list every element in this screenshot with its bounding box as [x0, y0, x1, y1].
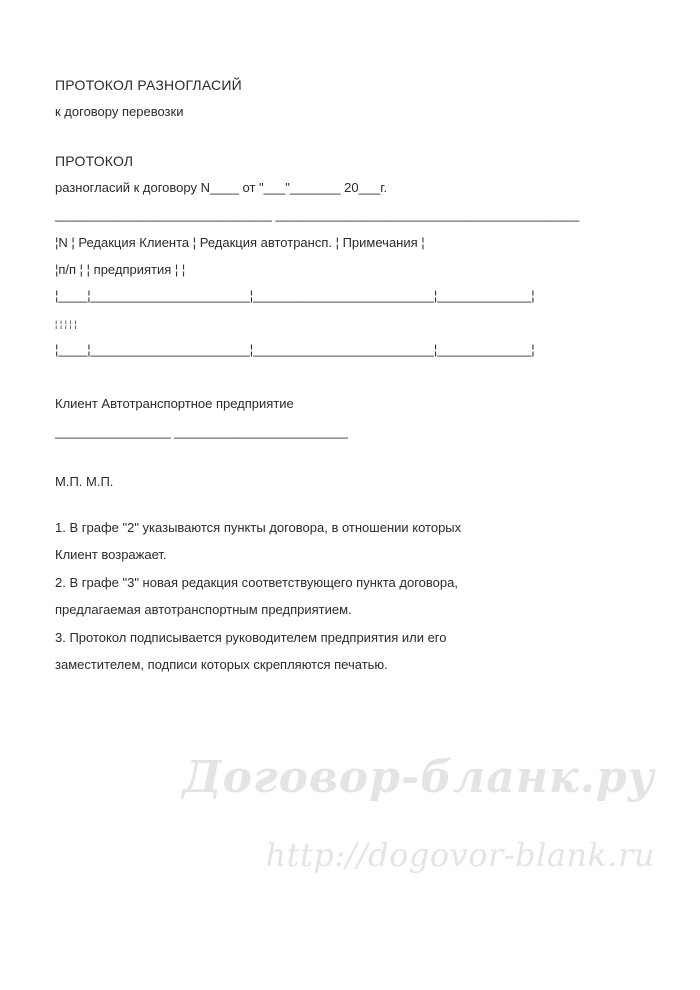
table-rule-row-1: ¦____¦______________________¦_________________________¦_____________¦	[55, 288, 535, 303]
table-header-row-1: ¦N ¦ Редакция Клиента ¦ Редакция автотрансп. ¦ Примечания ¦	[55, 235, 425, 250]
note-line: 1. В графе "2" указываются пункты договора, в отношении которых	[55, 520, 462, 535]
note-line: 2. В графе "3" новая редакция соответствующего пункта договора,	[55, 575, 458, 590]
document-subheading: к договору перевозки	[55, 104, 184, 119]
table-empty-row: ¦ ¦ ¦ ¦ ¦	[55, 319, 77, 329]
watermark-url: http://dogovor-blank.ru	[265, 836, 655, 874]
signature-lines: ________________ ________________________	[55, 424, 348, 439]
stamp-labels: М.П. М.П.	[55, 474, 114, 489]
note-line: Клиент возражает.	[55, 547, 167, 562]
table-rule-row-2: ¦____¦______________________¦_________________________¦_____________¦	[55, 342, 535, 357]
protocol-subtitle: разногласий к договору N____ от "___"_______ 20___г.	[55, 180, 388, 195]
note-line: предлагаемая автотранспортным предприятием.	[55, 602, 352, 617]
signatories-labels: Клиент Автотранспортное предприятие	[55, 396, 294, 411]
note-line: 3. Протокол подписывается руководителем предприятия или его	[55, 630, 447, 645]
protocol-title: ПРОТОКОЛ	[55, 153, 134, 169]
note-line: заместителем, подписи которых скрепляются печатью.	[55, 657, 388, 672]
parties-blank-line: ______________________________ __________________________________________	[55, 207, 580, 222]
document-heading: ПРОТОКОЛ РАЗНОГЛАСИЙ	[55, 77, 242, 93]
table-header-row-2: ¦п/п ¦ ¦ предприятия ¦ ¦	[55, 262, 186, 277]
watermark-brand: Договор-бланк.ру	[182, 752, 655, 803]
